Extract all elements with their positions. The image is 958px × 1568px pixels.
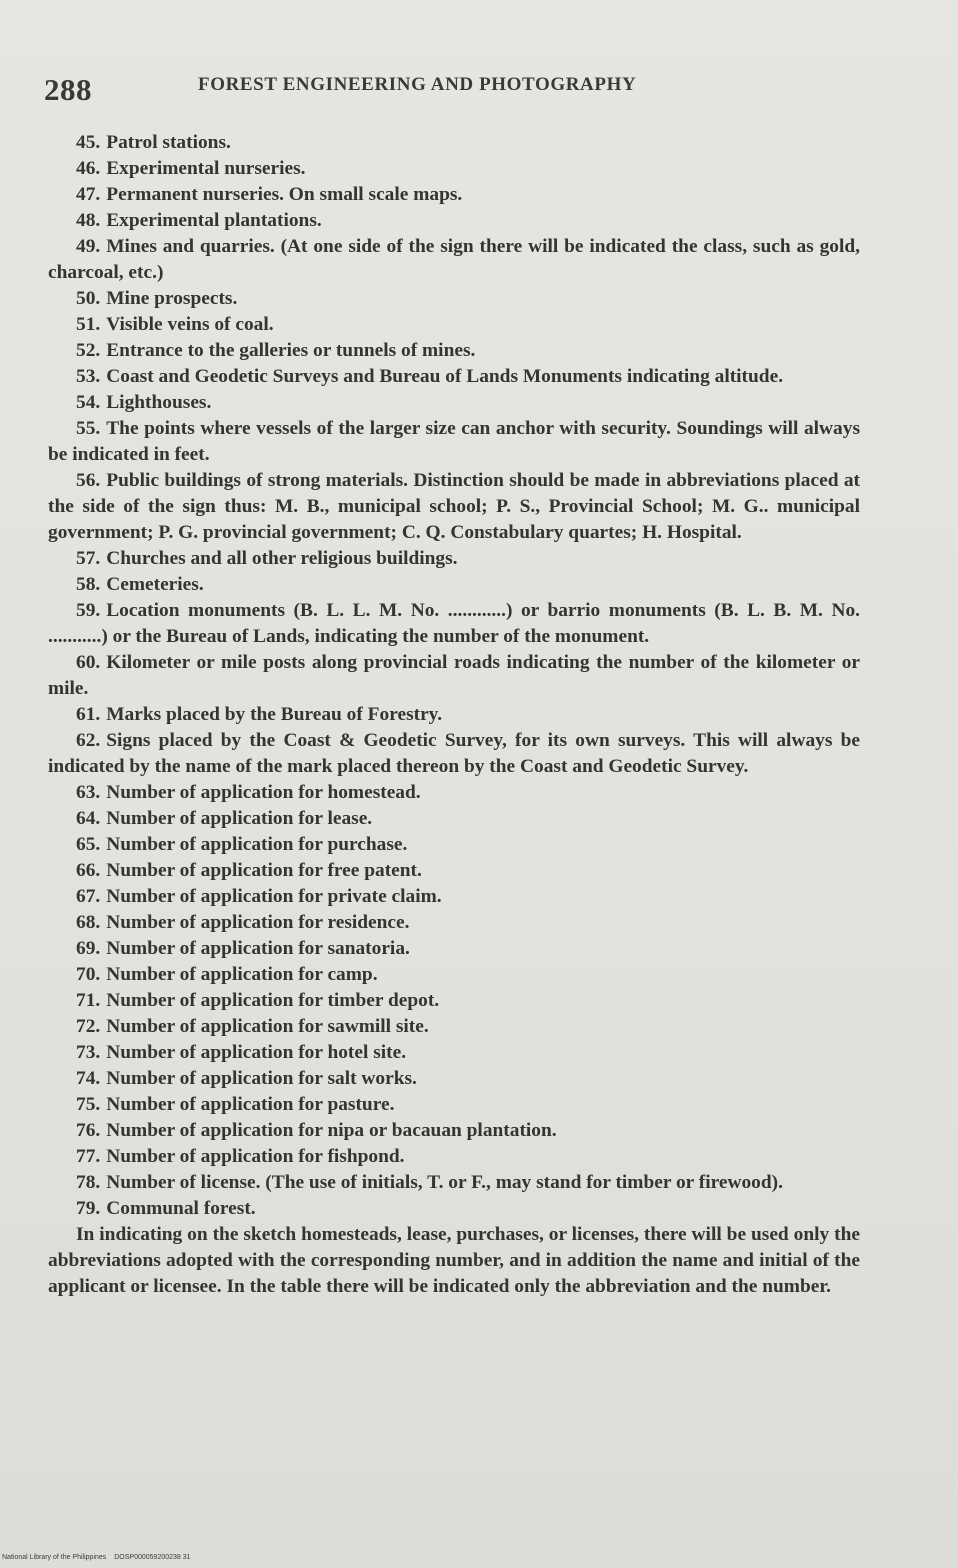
entry-text: Number of application for sawmill site. (106, 1016, 429, 1037)
list-item (48, 416, 860, 468)
entry-text: Cemeteries. (106, 574, 204, 595)
list-item (48, 182, 860, 208)
entry-number: 53. (76, 366, 101, 387)
entry-number: 54. (76, 392, 101, 413)
list-item (48, 130, 860, 156)
entry-text: Marks placed by the Bureau of Forestry. (106, 704, 443, 725)
entry-number: 45. (76, 132, 101, 153)
list-item (48, 962, 860, 988)
entry-text: Number of application for private claim. (106, 886, 442, 907)
entry-number: 76. (76, 1120, 101, 1141)
entry-number: 67. (76, 886, 101, 907)
entry-number: 69. (76, 938, 101, 959)
entry-number: 50. (76, 288, 101, 309)
list-item (48, 1170, 860, 1196)
entry-text: Number of application for nipa or bacauan plantation. (106, 1120, 557, 1141)
entry-number: 79. (76, 1198, 101, 1219)
entry-text: Lighthouses. (106, 392, 212, 413)
list-item (48, 728, 860, 780)
entry-text: Communal forest. (106, 1198, 256, 1219)
entry-number: 63. (76, 782, 101, 803)
list-item (48, 598, 860, 650)
list-item (48, 1196, 860, 1222)
list-item (48, 1092, 860, 1118)
entry-text: Number of application for fishpond. (106, 1146, 405, 1167)
entry-text: Signs placed by the Coast & Geodetic Survey, for its own surveys. This will always be indicated by the name of the mark placed thereon by the Coast and Geodetic Survey. (48, 730, 860, 777)
entry-number: 52. (76, 340, 101, 361)
list-item (48, 156, 860, 182)
page-header (44, 66, 904, 106)
list-item (48, 546, 860, 572)
entry-number: 57. (76, 548, 101, 569)
entry-number: 71. (76, 990, 101, 1011)
entry-text: Permanent nurseries. On small scale maps. (106, 184, 463, 205)
list-item (48, 1014, 860, 1040)
entry-number: 73. (76, 1042, 101, 1063)
entry-text: Kilometer or mile posts along provincial roads indicating the number of the kilometer or mile. (48, 652, 860, 699)
entry-number: 56. (76, 470, 101, 491)
list-item (48, 572, 860, 598)
entry-text: Mines and quarries. (At one side of the sign there will be indicated the class, such as gold, charcoal, etc.) (48, 236, 860, 283)
entry-number: 60. (76, 652, 101, 673)
entry-number: 72. (76, 1016, 101, 1037)
page-number: 288 (44, 72, 92, 107)
list-item (48, 988, 860, 1014)
entry-number: 48. (76, 210, 101, 231)
entry-text: Number of application for sanatoria. (106, 938, 410, 959)
entry-number: 55. (76, 418, 101, 439)
entry-text: Number of application for lease. (106, 808, 373, 829)
list-item (48, 1144, 860, 1170)
entry-text: Number of application for homestead. (106, 782, 421, 803)
entry-text: Number of application for pasture. (106, 1094, 395, 1115)
entry-number: 46. (76, 158, 101, 179)
entry-text: Public buildings of strong materials. Distinction should be made in abbreviations placed at the side of the sign thus: M. B., municipal school; P. S., Provincial School; M. G.. municipal government; P. G. provincial government; C. Q. Constabulary quartes; H. Hospital. (48, 470, 860, 543)
closing-paragraph: In indicating on the sketch homesteads, lease, purchases, or licenses, there will be used only the abbreviations adopted with the corresponding number, and in addition the name and initial of the applicant or licensee. In the table there will be indicated only the abbreviation and the number. (48, 1224, 860, 1297)
entry-text: Number of application for salt works. (106, 1068, 417, 1089)
entry-number: 62. (76, 730, 101, 751)
entry-text: Experimental nurseries. (106, 158, 306, 179)
list-item (48, 806, 860, 832)
entry-number: 49. (76, 236, 101, 257)
entry-text: Mine prospects. (106, 288, 238, 309)
body-text (48, 130, 860, 1300)
entry-number: 78. (76, 1172, 101, 1193)
list-item (48, 1118, 860, 1144)
list-item (48, 936, 860, 962)
entry-text: The points where vessels of the larger size can anchor with security. Soundings will always be indicated in feet. (48, 418, 860, 465)
list-item (48, 884, 860, 910)
running-title: FOREST ENGINEERING AND PHOTOGRAPHY (198, 74, 637, 95)
entry-number: 51. (76, 314, 101, 335)
entry-text: Visible veins of coal. (106, 314, 274, 335)
list-item (48, 234, 860, 286)
entry-number: 47. (76, 184, 101, 205)
entry-text: Patrol stations. (106, 132, 231, 153)
entry-text: Number of application for purchase. (106, 834, 408, 855)
footer-code: DOSP000059200238 31 (114, 1554, 191, 1561)
entry-number: 74. (76, 1068, 101, 1089)
entry-text: Number of application for camp. (106, 964, 378, 985)
legend-entry-list (48, 130, 860, 1222)
entry-number: 61. (76, 704, 101, 725)
list-item (48, 780, 860, 806)
list-item (48, 312, 860, 338)
list-item (48, 910, 860, 936)
entry-text: Coast and Geodetic Surveys and Bureau of Lands Monuments indicating altitude. (106, 366, 784, 387)
footer-library: National Library of the Philippines (2, 1554, 107, 1561)
entry-number: 66. (76, 860, 101, 881)
entry-text: Number of application for hotel site. (106, 1042, 407, 1063)
entry-number: 75. (76, 1094, 101, 1115)
entry-number: 58. (76, 574, 101, 595)
list-item (48, 1040, 860, 1066)
list-item (48, 338, 860, 364)
list-item (48, 390, 860, 416)
list-item (48, 468, 860, 546)
entry-text: Number of license. (The use of initials, T. or F., may stand for timber or firewood). (106, 1172, 783, 1193)
entry-number: 68. (76, 912, 101, 933)
entry-text: Entrance to the galleries or tunnels of mines. (106, 340, 476, 361)
list-item (48, 702, 860, 728)
list-item (48, 858, 860, 884)
list-item (48, 650, 860, 702)
entry-number: 70. (76, 964, 101, 985)
list-item (48, 364, 860, 390)
entry-number: 64. (76, 808, 101, 829)
entry-number: 77. (76, 1146, 101, 1167)
entry-text: Churches and all other religious buildings. (106, 548, 458, 569)
entry-text: Number of application for timber depot. (106, 990, 440, 1011)
list-item (48, 286, 860, 312)
entry-text: Location monuments (B. L. L. M. No. ............) or barrio monuments (B. L. B. M. No. ...........) or the Bureau of Lands, indicating the number of the monument. (48, 600, 860, 647)
entry-text: Experimental plantations. (106, 210, 322, 231)
entry-number: 59. (76, 600, 101, 621)
list-item (48, 832, 860, 858)
list-item (48, 1066, 860, 1092)
entry-text: Number of application for free patent. (106, 860, 422, 881)
scan-footer (2, 1554, 191, 1561)
list-item (48, 208, 860, 234)
entry-text: Number of application for residence. (106, 912, 410, 933)
entry-number: 65. (76, 834, 101, 855)
